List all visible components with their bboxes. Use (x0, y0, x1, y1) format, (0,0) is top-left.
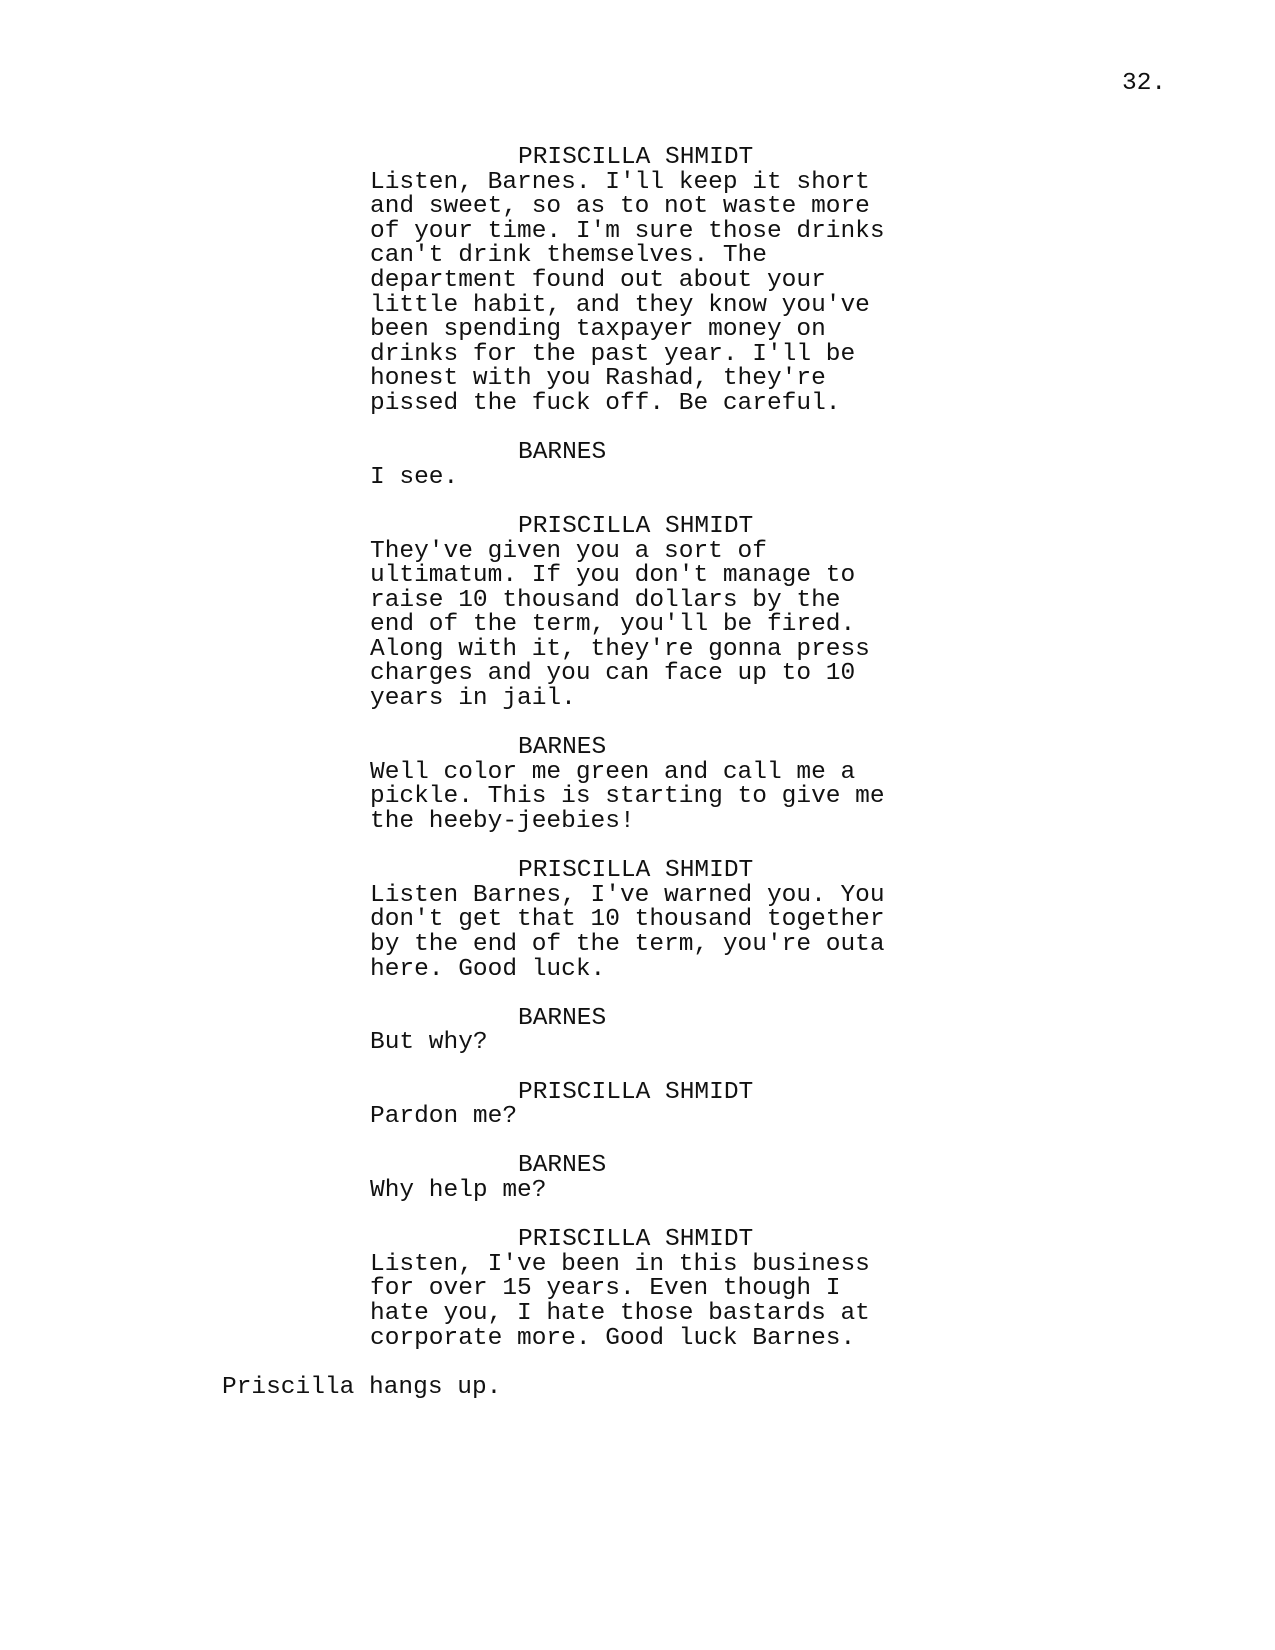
dialogue-block (0, 1154, 1275, 1203)
character-name: BARNES (518, 1004, 607, 1032)
dialogue-block (0, 1004, 1275, 1057)
dialogue-line: and sweet, so as to not waste more (370, 193, 870, 221)
dialogue (370, 1176, 890, 1204)
dialogue-block (0, 1078, 1275, 1131)
dialogue-line: Why help me? (370, 1176, 547, 1204)
dialogue-block (0, 736, 1275, 834)
dialogue (370, 1031, 890, 1056)
character-name: PRISCILLA SHMIDT (518, 144, 754, 171)
dialogue-line: been spending taxpayer money on (370, 316, 826, 344)
dialogue-line: Pardon me? (370, 1103, 518, 1131)
dialogue-line: can't drink themselves. The (370, 242, 767, 270)
dialogue-line: little habit, and they know you've (370, 291, 870, 319)
dialogue-line: by the end of the term, you're outa (370, 931, 885, 958)
dialogue-block (0, 146, 1275, 417)
dialogue (370, 463, 890, 491)
dialogue-line: ultimatum. If you don't manage to (370, 562, 856, 590)
character-name: BARNES (518, 439, 607, 467)
dialogue-line: Listen, I've been in this business (370, 1250, 870, 1278)
dialogue-line: But why? (370, 1029, 488, 1057)
action-line: Priscilla hangs up. (222, 1373, 502, 1401)
dialogue (370, 758, 890, 836)
dialogue-line: Well color me green and call me a (370, 758, 856, 786)
character-name: BARNES (518, 1152, 607, 1180)
dialogue-line: They've given you a sort of (370, 537, 767, 565)
character-name: BARNES (518, 734, 607, 762)
dialogue (370, 168, 890, 417)
dialogue-line: corporate more. Good luck Barnes. (370, 1324, 856, 1352)
character-name: PRISCILLA SHMIDT (518, 1078, 754, 1106)
dialogue-line: for over 15 years. Even though I (370, 1275, 841, 1303)
dialogue (370, 881, 890, 983)
dialogue-line: don't get that 10 thousand together (370, 906, 885, 934)
dialogue (370, 1250, 890, 1352)
dialogue-line: pissed the fuck off. Be careful. (370, 389, 841, 417)
character-name: PRISCILLA SHMIDT (518, 512, 754, 540)
dialogue (370, 537, 890, 713)
page-number: 32. (1122, 70, 1167, 97)
dialogue-line: charges and you can face up to 10 (370, 660, 856, 688)
dialogue-line: the heeby-jeebies! (370, 808, 635, 836)
dialogue-line: Listen Barnes, I've warned you. You (370, 881, 885, 909)
dialogue-line: hate you, I hate those bastards at (370, 1299, 870, 1327)
dialogue-block (0, 512, 1275, 713)
dialogue-line: Listen, Barnes. I'll keep it short (370, 168, 870, 196)
dialogue-line: years in jail. (370, 685, 576, 713)
dialogue-block (0, 859, 1275, 982)
dialogue-line: honest with you Rashad, they're (370, 365, 826, 393)
dialogue-line: here. Good luck. (370, 955, 606, 983)
dialogue-line: Along with it, they're gonna press (370, 635, 870, 663)
dialogue-line: drinks for the past year. I'll be (370, 340, 856, 368)
dialogue-line: raise 10 thousand dollars by the (370, 586, 841, 614)
dialogue-line: I see. (370, 463, 459, 491)
dialogue-block (0, 441, 1275, 490)
dialogue-line: department found out about your (370, 266, 826, 294)
dialogue-line: end of the term, you'll be fired. (370, 611, 856, 639)
screenplay-body (0, 146, 1275, 1400)
dialogue-line: pickle. This is starting to give me (370, 783, 885, 811)
character-name: PRISCILLA SHMIDT (518, 857, 754, 885)
character-name: PRISCILLA SHMIDT (518, 1226, 754, 1254)
dialogue-block (0, 1228, 1275, 1351)
dialogue-line: of your time. I'm sure those drinks (370, 217, 885, 245)
dialogue (370, 1105, 890, 1130)
